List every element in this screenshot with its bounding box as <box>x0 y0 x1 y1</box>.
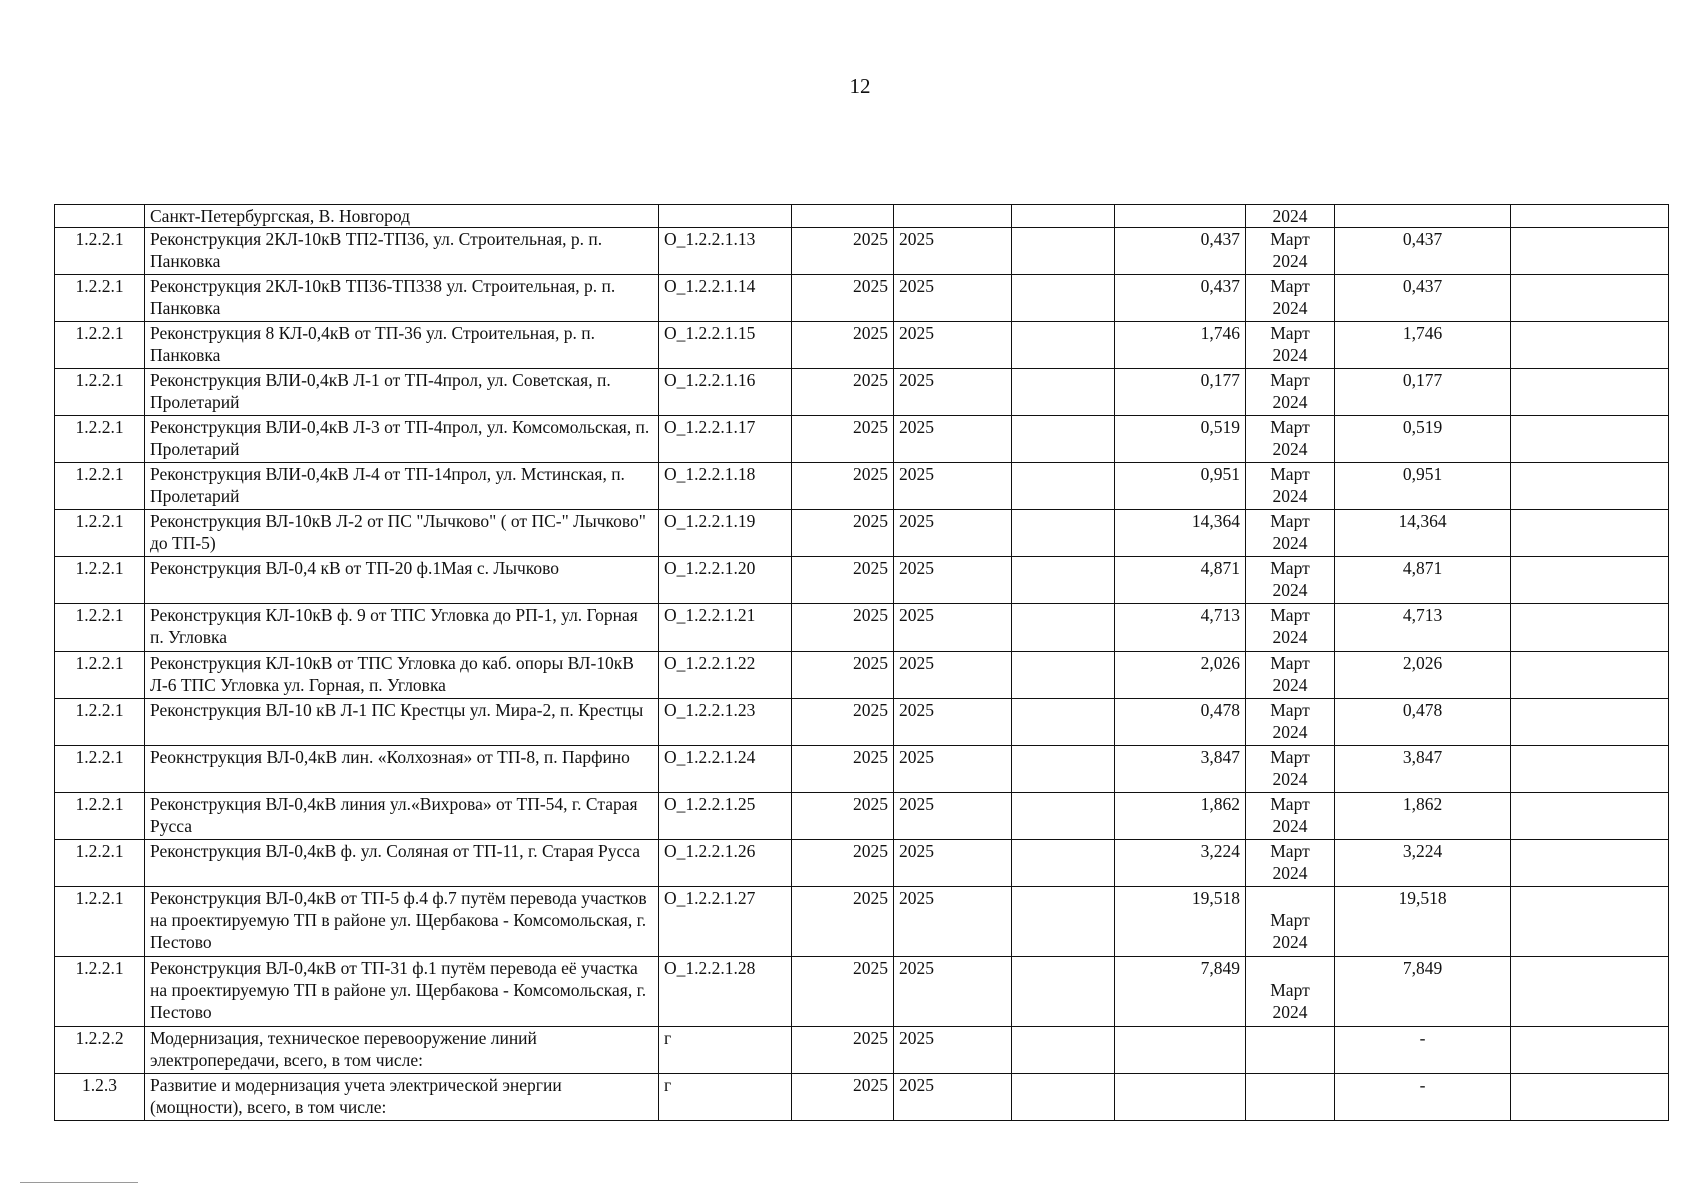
project-code: О_1.2.2.1.28 <box>659 957 792 1027</box>
end-year: 2025 <box>894 699 1012 746</box>
table-row <box>55 369 1669 416</box>
project-name: Реконструкция 2КЛ-10кВ ТП36-ТП338 ул. Строительная, р. п. Панковка <box>145 275 659 322</box>
row-number: 1.2.2.1 <box>55 746 145 793</box>
cost-value <box>1115 205 1246 228</box>
project-code: О_1.2.2.1.14 <box>659 275 792 322</box>
total-value: - <box>1335 1074 1511 1121</box>
cost-value: 2,026 <box>1115 652 1246 699</box>
empty-cell <box>1511 275 1669 322</box>
project-name: Реконструкция ВЛИ-0,4кВ Л-4 от ТП-14прол, ул. Мстинская, п. Пролетарий <box>145 463 659 510</box>
end-year: 2025 <box>894 275 1012 322</box>
empty-cell <box>1511 652 1669 699</box>
end-year: 2025 <box>894 1074 1012 1121</box>
empty-cell <box>1012 416 1115 463</box>
total-value: 1,862 <box>1335 793 1511 840</box>
empty-cell <box>1012 887 1115 957</box>
start-year: 2025 <box>792 416 894 463</box>
start-year: 2025 <box>792 793 894 840</box>
row-number: 1.2.2.1 <box>55 463 145 510</box>
cost-value: 4,713 <box>1115 604 1246 652</box>
start-year: 2025 <box>792 557 894 604</box>
row-number: 1.2.2.1 <box>55 957 145 1027</box>
date-cell: Март 2024 <box>1246 463 1335 510</box>
date-cell: Март 2024 <box>1246 416 1335 463</box>
project-code: О_1.2.2.1.16 <box>659 369 792 416</box>
project-name: Реконструкция КЛ-10кВ от ТПС Угловка до каб. опоры ВЛ-10кВ Л-6 ТПС Угловка ул. Горная, п. Угловка <box>145 652 659 699</box>
end-year: 2025 <box>894 840 1012 887</box>
empty-cell <box>1012 275 1115 322</box>
empty-cell <box>1012 557 1115 604</box>
table-row <box>55 957 1669 1027</box>
cost-value: 0,177 <box>1115 369 1246 416</box>
row-number: 1.2.2.2 <box>55 1027 145 1074</box>
empty-cell <box>1511 322 1669 369</box>
start-year: 2025 <box>792 369 894 416</box>
total-value <box>1335 205 1511 228</box>
empty-cell <box>1012 604 1115 652</box>
cost-value: 0,437 <box>1115 275 1246 322</box>
row-number: 1.2.2.1 <box>55 510 145 557</box>
project-code: О_1.2.2.1.22 <box>659 652 792 699</box>
project-name: Реконструкция 8 КЛ-0,4кВ от ТП-36 ул. Строительная, р. п. Панковка <box>145 322 659 369</box>
project-name: Реконструкция ВЛ-0,4 кВ от ТП-20 ф.1Мая с. Лычково <box>145 557 659 604</box>
date-cell: Март 2024 <box>1246 746 1335 793</box>
cost-value: 14,364 <box>1115 510 1246 557</box>
empty-cell <box>1511 887 1669 957</box>
empty-cell <box>1511 1027 1669 1074</box>
project-code: г <box>659 1027 792 1074</box>
date-cell: Март 2024 <box>1246 557 1335 604</box>
start-year: 2025 <box>792 887 894 957</box>
project-name: Реконструкция ВЛ-0,4кВ линия ул.«Вихрова» от ТП-54, г. Старая Русса <box>145 793 659 840</box>
row-number: 1.2.2.1 <box>55 369 145 416</box>
cost-value <box>1115 1074 1246 1121</box>
row-number: 1.2.2.1 <box>55 322 145 369</box>
end-year: 2025 <box>894 557 1012 604</box>
project-code <box>659 205 792 228</box>
empty-cell <box>1511 840 1669 887</box>
empty-cell <box>1012 463 1115 510</box>
empty-cell <box>1511 228 1669 275</box>
start-year: 2025 <box>792 322 894 369</box>
empty-cell <box>1511 510 1669 557</box>
row-number: 1.2.2.1 <box>55 840 145 887</box>
row-number: 1.2.2.1 <box>55 275 145 322</box>
cost-value: 0,478 <box>1115 699 1246 746</box>
project-code: О_1.2.2.1.21 <box>659 604 792 652</box>
empty-cell <box>1012 322 1115 369</box>
start-year: 2025 <box>792 957 894 1027</box>
end-year: 2025 <box>894 793 1012 840</box>
end-year: 2025 <box>894 228 1012 275</box>
project-code: О_1.2.2.1.26 <box>659 840 792 887</box>
start-year: 2025 <box>792 699 894 746</box>
start-year: 2025 <box>792 228 894 275</box>
end-year <box>894 205 1012 228</box>
row-number: 1.2.2.1 <box>55 652 145 699</box>
date-cell: Март 2024 <box>1246 275 1335 322</box>
empty-cell <box>1511 957 1669 1027</box>
date-cell: 2024 <box>1246 205 1335 228</box>
cost-value: 0,519 <box>1115 416 1246 463</box>
row-number: 1.2.2.1 <box>55 557 145 604</box>
date-cell: Март 2024 <box>1246 604 1335 652</box>
table-row <box>55 322 1669 369</box>
end-year: 2025 <box>894 746 1012 793</box>
total-value: 0,478 <box>1335 699 1511 746</box>
total-value: - <box>1335 1027 1511 1074</box>
table-row <box>55 1074 1669 1121</box>
empty-cell <box>1012 228 1115 275</box>
end-year: 2025 <box>894 957 1012 1027</box>
row-number <box>55 205 145 228</box>
project-name: Реконструкция ВЛ-0,4кВ от ТП-31 ф.1 путём перевода её участка на проектируемую ТП в районе ул. Щербакова - Комсомольская, г. Пестово <box>145 957 659 1027</box>
project-name: Модернизация, техническое перевооружение линий электропередачи, всего, в том числе: <box>145 1027 659 1074</box>
cost-value: 3,224 <box>1115 840 1246 887</box>
row-number: 1.2.2.1 <box>55 699 145 746</box>
total-value: 0,437 <box>1335 275 1511 322</box>
table-row <box>55 793 1669 840</box>
table-body <box>55 205 1669 1121</box>
total-value: 1,746 <box>1335 322 1511 369</box>
project-name: Реконструкция ВЛ-10кВ Л-2 от ПС "Лычково" ( от ПС-" Лычково" до ТП-5) <box>145 510 659 557</box>
date-cell: Март 2024 <box>1246 228 1335 275</box>
project-name: Реконструкция ВЛ-0,4кВ от ТП-5 ф.4 ф.7 путём перевода участков на проектируемую ТП в районе ул. Щербакова - Комсомольская, г. Пестово <box>145 887 659 957</box>
cost-value: 0,437 <box>1115 228 1246 275</box>
bottom-divider <box>20 1182 138 1183</box>
cost-value: 3,847 <box>1115 746 1246 793</box>
cost-value: 1,746 <box>1115 322 1246 369</box>
table-row <box>55 699 1669 746</box>
date-cell: Март 2024 <box>1246 369 1335 416</box>
projects-table <box>54 204 1669 1121</box>
total-value: 3,847 <box>1335 746 1511 793</box>
table-row <box>55 887 1669 957</box>
start-year: 2025 <box>792 275 894 322</box>
empty-cell <box>1511 463 1669 510</box>
empty-cell <box>1511 699 1669 746</box>
end-year: 2025 <box>894 652 1012 699</box>
project-name: Реконструкция ВЛ-0,4кВ ф. ул. Соляная от ТП-11, г. Старая Русса <box>145 840 659 887</box>
project-code: О_1.2.2.1.19 <box>659 510 792 557</box>
project-code: О_1.2.2.1.23 <box>659 699 792 746</box>
empty-cell <box>1511 557 1669 604</box>
start-year: 2025 <box>792 510 894 557</box>
project-code: О_1.2.2.1.20 <box>659 557 792 604</box>
row-number: 1.2.2.1 <box>55 604 145 652</box>
empty-cell <box>1012 957 1115 1027</box>
date-cell: Март 2024 <box>1246 322 1335 369</box>
table-row <box>55 463 1669 510</box>
project-name: Реконструкция ВЛИ-0,4кВ Л-3 от ТП-4прол, ул. Комсомольская, п. Пролетарий <box>145 416 659 463</box>
empty-cell <box>1012 510 1115 557</box>
project-name: Реконструкция 2КЛ-10кВ ТП2-ТП36, ул. Строительная, р. п. Панковка <box>145 228 659 275</box>
cost-value: 7,849 <box>1115 957 1246 1027</box>
project-code: г <box>659 1074 792 1121</box>
end-year: 2025 <box>894 463 1012 510</box>
empty-cell <box>1012 1074 1115 1121</box>
table-row <box>55 557 1669 604</box>
project-code: О_1.2.2.1.15 <box>659 322 792 369</box>
project-name: Реокнструкция ВЛ-0,4кВ лин. «Колхозная» от ТП-8, п. Парфино <box>145 746 659 793</box>
start-year: 2025 <box>792 1074 894 1121</box>
row-number: 1.2.3 <box>55 1074 145 1121</box>
total-value: 0,437 <box>1335 228 1511 275</box>
table-row <box>55 205 1669 228</box>
total-value: 7,849 <box>1335 957 1511 1027</box>
total-value: 0,519 <box>1335 416 1511 463</box>
total-value: 4,871 <box>1335 557 1511 604</box>
empty-cell <box>1012 699 1115 746</box>
date-cell: Март 2024 <box>1246 840 1335 887</box>
project-name: Реконструкция КЛ-10кВ ф. 9 от ТПС Угловка до РП-1, ул. Горная п. Угловка <box>145 604 659 652</box>
end-year: 2025 <box>894 510 1012 557</box>
empty-cell <box>1012 1027 1115 1074</box>
date-cell: Март 2024 <box>1246 652 1335 699</box>
date-cell: Март 2024 <box>1246 887 1335 957</box>
date-cell: Март 2024 <box>1246 699 1335 746</box>
project-name: Развитие и модернизация учета электрической энергии (мощности), всего, в том числе: <box>145 1074 659 1121</box>
total-value: 4,713 <box>1335 604 1511 652</box>
cost-value: 1,862 <box>1115 793 1246 840</box>
end-year: 2025 <box>894 322 1012 369</box>
end-year: 2025 <box>894 369 1012 416</box>
start-year: 2025 <box>792 604 894 652</box>
date-cell <box>1246 1074 1335 1121</box>
total-value: 0,951 <box>1335 463 1511 510</box>
empty-cell <box>1511 793 1669 840</box>
empty-cell <box>1511 1074 1669 1121</box>
empty-cell <box>1511 369 1669 416</box>
empty-cell <box>1511 416 1669 463</box>
page-number: 12 <box>849 74 871 98</box>
project-code: О_1.2.2.1.18 <box>659 463 792 510</box>
project-name: Санкт-Петербургская, В. Новгород <box>145 205 659 228</box>
table-row <box>55 652 1669 699</box>
table-row <box>55 746 1669 793</box>
end-year: 2025 <box>894 1027 1012 1074</box>
end-year: 2025 <box>894 604 1012 652</box>
cost-value: 4,871 <box>1115 557 1246 604</box>
empty-cell <box>1511 604 1669 652</box>
empty-cell <box>1012 205 1115 228</box>
empty-cell <box>1511 205 1669 228</box>
empty-cell <box>1012 746 1115 793</box>
start-year: 2025 <box>792 746 894 793</box>
row-number: 1.2.2.1 <box>55 228 145 275</box>
empty-cell <box>1511 746 1669 793</box>
table-row <box>55 604 1669 652</box>
empty-cell <box>1012 652 1115 699</box>
cost-value: 0,951 <box>1115 463 1246 510</box>
project-code: О_1.2.2.1.13 <box>659 228 792 275</box>
total-value: 3,224 <box>1335 840 1511 887</box>
table-row <box>55 416 1669 463</box>
empty-cell <box>1012 369 1115 416</box>
date-cell: Март 2024 <box>1246 510 1335 557</box>
start-year: 2025 <box>792 1027 894 1074</box>
project-code: О_1.2.2.1.24 <box>659 746 792 793</box>
date-cell: Март 2024 <box>1246 793 1335 840</box>
row-number: 1.2.2.1 <box>55 887 145 957</box>
project-name: Реконструкция ВЛ-10 кВ Л-1 ПС Крестцы ул. Мира-2, п. Крестцы <box>145 699 659 746</box>
start-year: 2025 <box>792 840 894 887</box>
row-number: 1.2.2.1 <box>55 793 145 840</box>
date-cell: Март 2024 <box>1246 957 1335 1027</box>
start-year: 2025 <box>792 463 894 510</box>
date-cell <box>1246 1027 1335 1074</box>
total-value: 0,177 <box>1335 369 1511 416</box>
project-name: Реконструкция ВЛИ-0,4кВ Л-1 от ТП-4прол, ул. Советская, п. Пролетарий <box>145 369 659 416</box>
table-row <box>55 840 1669 887</box>
cost-value <box>1115 1027 1246 1074</box>
table-row <box>55 275 1669 322</box>
total-value: 19,518 <box>1335 887 1511 957</box>
table-row <box>55 1027 1669 1074</box>
total-value: 14,364 <box>1335 510 1511 557</box>
project-code: О_1.2.2.1.27 <box>659 887 792 957</box>
cost-value: 19,518 <box>1115 887 1246 957</box>
start-year: 2025 <box>792 652 894 699</box>
end-year: 2025 <box>894 887 1012 957</box>
project-code: О_1.2.2.1.17 <box>659 416 792 463</box>
start-year <box>792 205 894 228</box>
end-year: 2025 <box>894 416 1012 463</box>
table-row <box>55 228 1669 275</box>
total-value: 2,026 <box>1335 652 1511 699</box>
table-row <box>55 510 1669 557</box>
empty-cell <box>1012 840 1115 887</box>
row-number: 1.2.2.1 <box>55 416 145 463</box>
project-code: О_1.2.2.1.25 <box>659 793 792 840</box>
empty-cell <box>1012 793 1115 840</box>
